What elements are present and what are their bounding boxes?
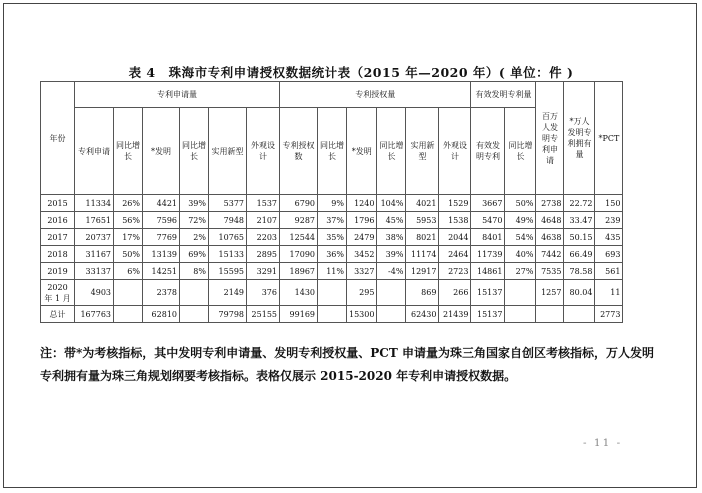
table-row: [41, 195, 623, 212]
table-cell: 79798: [209, 306, 247, 323]
table-cell: 4421: [143, 195, 180, 212]
table-cell: [318, 280, 347, 306]
header-year: 年份: [41, 82, 75, 195]
table-cell: 38%: [377, 229, 406, 246]
table-cell: 2723: [439, 263, 471, 280]
header-group-grants: 专利授权量: [280, 82, 471, 108]
table-cell: 2%: [180, 229, 209, 246]
table-cell: 54%: [505, 229, 536, 246]
table-cell: 15133: [209, 246, 247, 263]
table-cell: 26%: [114, 195, 143, 212]
table-cell: 2479: [347, 229, 377, 246]
table-cell: 2773: [595, 306, 623, 323]
header-utility: 实用新型: [209, 108, 247, 195]
table-cell: 2149: [209, 280, 247, 306]
header-group-valid: 有效发明专利量: [471, 82, 536, 108]
table-cell: 1240: [347, 195, 377, 212]
header-grant-design: 外观设计: [439, 108, 471, 195]
table-cell: 25155: [247, 306, 280, 323]
table-cell: 99169: [280, 306, 318, 323]
table-row: [41, 212, 623, 229]
row-year-cell: 2020 年 1 月: [41, 280, 75, 306]
table-cell: 11739: [471, 246, 505, 263]
table-cell: 4021: [406, 195, 439, 212]
table-cell: [505, 306, 536, 323]
table-cell: 150: [595, 195, 623, 212]
table-cell: [377, 306, 406, 323]
table-cell: 36%: [318, 246, 347, 263]
table-cell: 17%: [114, 229, 143, 246]
table-cell: 1796: [347, 212, 377, 229]
header-invention-growth: 同比增长: [180, 108, 209, 195]
table-cell: 17090: [280, 246, 318, 263]
table-cell: 8%: [180, 263, 209, 280]
table-cell: 4638: [536, 229, 564, 246]
table-cell: 31167: [75, 246, 114, 263]
table-cell: 15137: [471, 280, 505, 306]
page-number: - 11 -: [583, 437, 623, 449]
row-year-cell: 2017: [41, 229, 75, 246]
table-cell: 9287: [280, 212, 318, 229]
table-cell: 693: [595, 246, 623, 263]
table-cell: 435: [595, 229, 623, 246]
header-grant-total: 专利授权数: [280, 108, 318, 195]
table-cell: 62810: [143, 306, 180, 323]
table-cell: [536, 306, 564, 323]
table-cell: 3452: [347, 246, 377, 263]
table-cell: 7442: [536, 246, 564, 263]
table-cell: 5953: [406, 212, 439, 229]
row-year-cell: 总计: [41, 306, 75, 323]
row-year-cell: 2016: [41, 212, 75, 229]
table-row: [41, 280, 623, 306]
table-cell: 561: [595, 263, 623, 280]
table-body: [41, 195, 623, 323]
table-cell: 239: [595, 212, 623, 229]
table-cell: 66.49: [564, 246, 595, 263]
table-cell: 266: [439, 280, 471, 306]
table-cell: 11334: [75, 195, 114, 212]
table-cell: 2738: [536, 195, 564, 212]
table-cell: 1529: [439, 195, 471, 212]
table-cell: 104%: [377, 195, 406, 212]
table-cell: 39%: [180, 195, 209, 212]
table-row: [41, 263, 623, 280]
table-cell: [114, 280, 143, 306]
table-cell: 2464: [439, 246, 471, 263]
table-cell: 2044: [439, 229, 471, 246]
row-year-cell: 2019: [41, 263, 75, 280]
table-cell: 7948: [209, 212, 247, 229]
table-cell: 3327: [347, 263, 377, 280]
header-app-total-growth: 同比增长: [114, 108, 143, 195]
table-cell: 2107: [247, 212, 280, 229]
header-grant-total-growth: 同比增长: [318, 108, 347, 195]
header-per-10k: *万人发明专利拥有量: [564, 82, 595, 195]
table-cell: 8021: [406, 229, 439, 246]
header-valid-growth: 同比增长: [505, 108, 536, 195]
table-cell: 11: [595, 280, 623, 306]
table-cell: 295: [347, 280, 377, 306]
table-cell: 45%: [377, 212, 406, 229]
table-cell: 11174: [406, 246, 439, 263]
table-cell: 50%: [114, 246, 143, 263]
header-design: 外观设计: [247, 108, 280, 195]
table-cell: 14251: [143, 263, 180, 280]
table-cell: 7596: [143, 212, 180, 229]
table-cell: [114, 306, 143, 323]
table-cell: [180, 280, 209, 306]
table-cell: 1430: [280, 280, 318, 306]
table-cell: 4903: [75, 280, 114, 306]
table-cell: 869: [406, 280, 439, 306]
header-grant-invention: *发明: [347, 108, 377, 195]
table-cell: 5470: [471, 212, 505, 229]
table-cell: 6%: [114, 263, 143, 280]
table-cell: 14861: [471, 263, 505, 280]
table-row: [41, 229, 623, 246]
table-cell: 21439: [439, 306, 471, 323]
table-cell: 18967: [280, 263, 318, 280]
table-cell: 1538: [439, 212, 471, 229]
row-year-cell: 2018: [41, 246, 75, 263]
table-cell: 6790: [280, 195, 318, 212]
table-cell: 167763: [75, 306, 114, 323]
table-cell: 15300: [347, 306, 377, 323]
table-cell: 2378: [143, 280, 180, 306]
table-cell: 13139: [143, 246, 180, 263]
table-cell: 17651: [75, 212, 114, 229]
table-cell: 78.58: [564, 263, 595, 280]
table-cell: 22.72: [564, 195, 595, 212]
table-cell: 10765: [209, 229, 247, 246]
table-cell: 5377: [209, 195, 247, 212]
table-cell: 50%: [505, 195, 536, 212]
table-cell: 12544: [280, 229, 318, 246]
table-cell: 2895: [247, 246, 280, 263]
table-cell: 15595: [209, 263, 247, 280]
table-cell: 35%: [318, 229, 347, 246]
table-cell: 376: [247, 280, 280, 306]
table-cell: 27%: [505, 263, 536, 280]
table-cell: 20737: [75, 229, 114, 246]
table-cell: 7769: [143, 229, 180, 246]
table-cell: [180, 306, 209, 323]
table-cell: 50.15: [564, 229, 595, 246]
table-cell: 40%: [505, 246, 536, 263]
header-group-applications: 专利申请量: [75, 82, 280, 108]
header-grant-utility: 实用新型: [406, 108, 439, 195]
table-row: [41, 306, 623, 323]
header-app-total: 专利申请: [75, 108, 114, 195]
table-title: 表 4 珠海市专利申请授权数据统计表（2015 年—2020 年）( 单位：件 ): [128, 65, 574, 80]
footnote: 注：带*为考核指标，其中发明专利申请量、发明专利授权量、PCT 申请量为珠三角国家自创区考核指标，万人发明专利拥有量为珠三角规划纲要考核指标。表格仅展示 2015-2020 年专利申请授权数据。: [40, 346, 654, 383]
table-cell: 56%: [114, 212, 143, 229]
table-cell: 49%: [505, 212, 536, 229]
table-cell: 62430: [406, 306, 439, 323]
table-cell: [505, 280, 536, 306]
table-cell: 33137: [75, 263, 114, 280]
table-cell: 11%: [318, 263, 347, 280]
table-row: [41, 246, 623, 263]
table-cell: 12917: [406, 263, 439, 280]
table-cell: 1537: [247, 195, 280, 212]
header-grant-invention-growth: 同比增长: [377, 108, 406, 195]
table-cell: 8401: [471, 229, 505, 246]
table-cell: 72%: [180, 212, 209, 229]
table-cell: 9%: [318, 195, 347, 212]
header-valid: 有效发明专利: [471, 108, 505, 195]
table-cell: 80.04: [564, 280, 595, 306]
patent-statistics-table: [40, 81, 623, 323]
table-cell: 3667: [471, 195, 505, 212]
table-cell: [377, 280, 406, 306]
header-invention: *发明: [143, 108, 180, 195]
table-cell: 69%: [180, 246, 209, 263]
table-cell: -4%: [377, 263, 406, 280]
table-cell: 7535: [536, 263, 564, 280]
row-year-cell: 2015: [41, 195, 75, 212]
table-cell: [564, 306, 595, 323]
table-cell: 3291: [247, 263, 280, 280]
table-cell: [318, 306, 347, 323]
table-cell: 15137: [471, 306, 505, 323]
header-per-million: 百万人发明专利申请: [536, 82, 564, 195]
table-cell: 37%: [318, 212, 347, 229]
table-cell: 39%: [377, 246, 406, 263]
table-cell: 2203: [247, 229, 280, 246]
table-cell: 4648: [536, 212, 564, 229]
header-pct: *PCT: [595, 82, 623, 195]
table-cell: 33.47: [564, 212, 595, 229]
table-cell: 1257: [536, 280, 564, 306]
